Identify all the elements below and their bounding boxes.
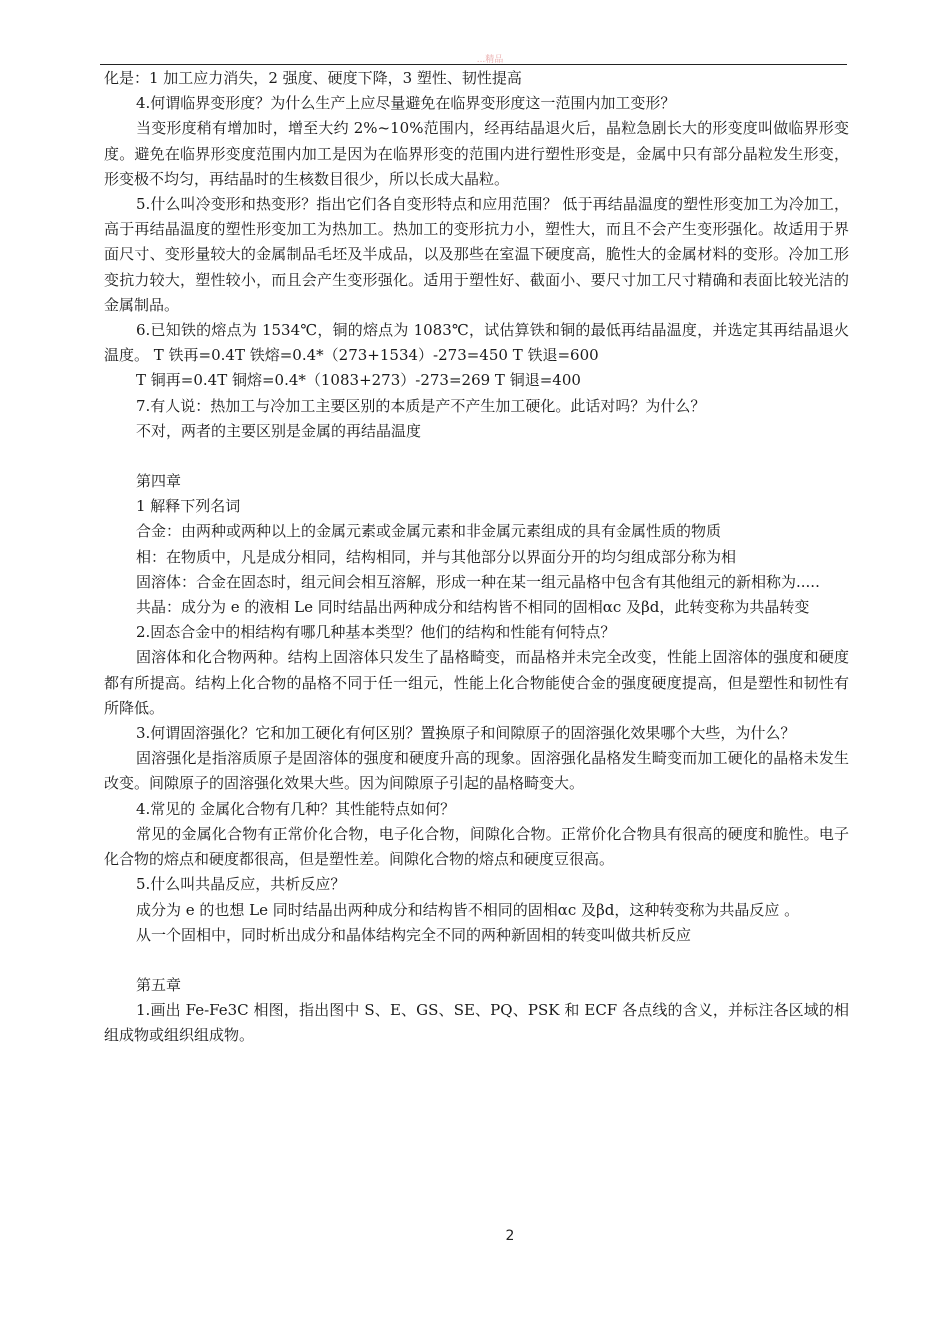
header-rule xyxy=(100,64,847,65)
definition: 相：在物质中，凡是成分相同，结构相同，并与其他部分以界面分开的均匀组成部分称为相 xyxy=(136,547,737,566)
header-watermark: ...精品 xyxy=(476,55,504,65)
question-heading: 4.何谓临界变形度？为什么生产上应尽量避免在临界变形度这一范围内加工变形？ xyxy=(136,94,676,113)
question-heading: 4.常见的 金属化合物有几种？其性能特点如何？ xyxy=(136,799,456,818)
paragraph: 常见的金属化合物有正常价化合物，电子化合物，间隙化合物。正常价化合物具有很高的硬度和脆性。电子化合物的熔点和硬度都很高，但是塑性差。间隙化合物的熔点和硬度豆很高。 xyxy=(104,824,849,869)
definition: 共晶：成分为 e 的液相 Le 同时结晶出两种成分和结构皆不相同的固相αc 及βd，此转变称为共晶转变 xyxy=(136,598,810,617)
paragraph: T 铜再=0.4T 铜熔=0.4*（1083+273）-273=269 T 铜退=400 xyxy=(136,371,581,390)
section-heading: 1 解释下列名词 xyxy=(136,497,241,516)
question-heading: 2.固态合金中的相结构有哪几种基本类型？他们的结构和性能有何特点？ xyxy=(136,623,616,642)
question-heading: 7.有人说：热加工与冷加工主要区别的本质是产不产生加工硬化。此话对吗？为什么？ xyxy=(136,396,706,415)
paragraph: 成分为 e 的也想 Le 同时结晶出两种成分和结构皆不相同的固相αc 及βd，这种转变称为共晶反应 。 xyxy=(136,900,800,919)
paragraph: 固溶体和化合物两种。结构上固溶体只发生了晶格畸变，而晶格并未完全改变，性能上固溶体的强度和硬度都有所提高。结构上化合物的晶格不同于任一组元，性能上化合物能使合金的强度硬度提高，但是塑性和韧性有所降低。 xyxy=(104,648,849,717)
definition: 固溶体：合金在固态时，组元间会相互溶解，形成一种在某一组元晶格中包含有其他组元的新相称为..... xyxy=(136,572,820,591)
paragraph: 不对，两者的主要区别是金属的再结晶温度 xyxy=(136,421,422,440)
question-heading: 3.何谓固溶强化？它和加工硬化有何区别？置换原子和间隙原子的固溶强化效果哪个大些，为什么？ xyxy=(136,724,796,743)
chapter-title: 第四章 xyxy=(136,472,182,491)
spacer xyxy=(104,948,849,973)
spacer xyxy=(104,444,849,469)
paragraph: 化是：1 加工应力消失，2 强度、硬度下降，3 塑性、韧性提高 xyxy=(104,69,522,87)
definition: 合金：由两种或两种以上的金属元素或金属元素和非金属元素组成的具有金属性质的物质 xyxy=(136,522,722,541)
paragraph: 当变形度稍有增加时，增至大约 2%~10%范围内，经再结晶退火后，晶粒急剧长大的形变度叫做临界形变度。避免在临界形变度范围内加工是因为在临界形变的范围内进行塑性形变是，金属中只有部分晶粒发生形变，形变极不均匀，再结晶时的生核数目很少，所以长成大晶粒。 xyxy=(104,119,849,188)
paragraph: 5.什么叫冷变形和热变形？指出它们各自变形特点和应用范围？ 低于再结晶温度的塑性形变加工为冷加工，高于再结晶温度的塑性形变加工为热加工。热加工的变形抗力小，塑性大，而且不会产生变形强化。故适用于界面尺寸、变形量较大的金属制品毛坯及半成品，以及那些在室温下硬度高，脆性大的金属材料的变形。冷加工形变抗力较大，塑性较小，而且会产生变形强化。适用于塑性好、截面小、要尺寸加工尺寸精确和表面比较光洁的金属制品。 xyxy=(104,195,849,314)
paragraph: 从一个固相中，同时析出成分和晶体结构完全不同的两种新固相的转变叫做共析反应 xyxy=(136,925,692,944)
document-body xyxy=(104,66,849,1049)
question-heading: 5.什么叫共晶反应，共析反应？ xyxy=(136,875,346,894)
paragraph: 6.已知铁的熔点为 1534℃，铜的熔点为 1083℃，试估算铁和铜的最低再结晶温度，并选定其再结晶退火温度。 T 铁再=0.4T 铁熔=0.4*（273+1534）-273=450 T 铁退=600 xyxy=(104,321,849,365)
chapter-title: 第五章 xyxy=(136,975,182,994)
paragraph: 固溶强化是指溶质原子是固溶体的强度和硬度升高的现象。固溶强化晶格发生畸变而加工硬化的晶格未发生改变。间隙原子的固溶强化效果大些。因为间隙原子引起的晶格畸变大。 xyxy=(104,749,849,793)
question-heading: 1.画出 Fe-Fe3C 相图，指出图中 S、E、GS、SE、PQ、PSK 和 ECF 各点线的含义，并标注各区域的相组成物或组织组成物。 xyxy=(104,1001,849,1045)
page-number: 2 xyxy=(505,1228,515,1244)
